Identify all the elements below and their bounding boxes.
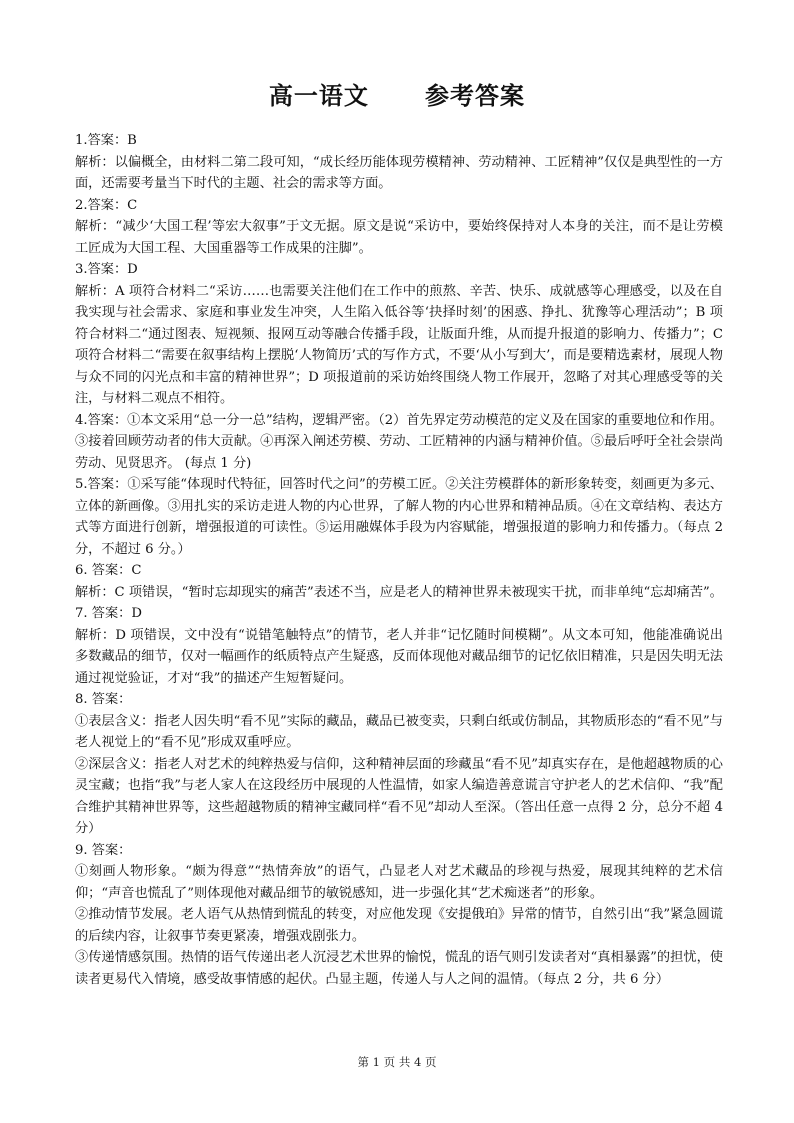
q2-answer: 2.答案：C: [75, 197, 138, 213]
q7-analysis: 解析：D 项错误，文中没有“说错笔触特点”的情节，老人并非“记忆随时间模糊”。从文本可知，他能准确说出多数藏品的细节，仅对一幅画作的纸质特点产生疑惑，反而体现他对藏品细节的记忆依旧精准，只是因失明无法通过视觉验证，才对“我”的描述产生短暂疑问。: [75, 627, 723, 686]
q1-analysis: 解析：以偏概全，由材料二第二段可知，“成长经历能体现劳模精神、劳动精神、工匠精神”仅仅是典型性的一方面，还需要考量当下时代的主题、社会的需求等方面。: [75, 154, 723, 191]
page-footer: 第 1 页 共 4 页: [357, 1055, 437, 1069]
q3-answer: 3.答案：D: [75, 262, 138, 277]
page-title: 高一语文 参考答案: [268, 82, 526, 110]
q2-analysis: 解析：“减少‘大国工程’等宏大叙事”于文无据。原文是说“采访中，要始终保持对人本身的关注，而不是让劳模工匠成为大国工程、大国重器等工作成果的注脚”。: [75, 219, 723, 256]
q6-answer: 6. 答案：C: [75, 563, 142, 578]
q8-point-2: ②深层含义：指老人对艺术的纯粹热爱与信仰，这种精神层面的珍藏虽“看不见”却真实存在，是他超越物质的心灵宝藏；也指“我”与老人家人在这段经历中展现的人性温情，如家人编造善意谎言守护老人的艺术信仰、“我”配合维护其精神世界等，这些超越物质的精神宝藏同样“看不见”却动人至深。（答出任意一点得 2 分，总分不超 4 分）: [75, 756, 723, 836]
answer-content: [75, 130, 723, 990]
q6-analysis: 解析：C 项错误，“暂时忘却现实的痛苦”表述不当，应是老人的精神世界未被现实干扰，而非单纯“忘却痛苦”。: [75, 584, 723, 600]
q9-point-2: ②推动情节发展。老人语气从热情到慌乱的转变，对应他发现《安提俄珀》异常的情节，自然引出“我”紧急圆谎的后续内容，让叙事节奏更紧凑，增强戏剧张力。: [75, 907, 723, 944]
q1-answer: 1.答案：B: [75, 133, 137, 148]
q4-answer: 4.答案：①本文采用“总一分一总”结构，逻辑严密。（2）首先界定劳动模范的定义及在国家的重要地位和作用。③接着回顾劳动者的伟大贡献。④再深入阐述劳模、劳动、工匠精神的内涵与精神价值。⑤最后呼吁全社会崇尚劳动、见贤思齐。 (每点 1 分): [75, 412, 723, 471]
q8-answer-heading: 8. 答案：: [75, 692, 132, 707]
q9-point-3: ③传递情感氛围。热情的语气传递出老人沉浸艺术世界的愉悦，慌乱的语气则引发读者对“真相暴露”的担忧，使读者更易代入情境，感受故事情感的起伏。凸显主题，传递人与人之间的温情。（每点 2 分，共 6 分）: [75, 950, 723, 987]
q5-answer: 5.答案：①采写能“体现时代特征，回答时代之问”的劳模工匠。②关注劳模群体的新形象转变，刻画更为多元、立体的新画像。③用扎实的采访走进人物的内心世界，了解人物的内心世界和精神品质。④在文章结构、表达方式等方面进行创新，增强报道的可读性。⑤运用融媒体手段为内容赋能，增强报道的影响力和传播力。（每点 2 分，不超过 6 分。）: [75, 477, 723, 557]
q3-analysis: 解析：A 项符合材料二“采访……也需要关注他们在工作中的煎熬、辛苦、快乐、成就感等心理感受，以及在自我实现与社会需求、家庭和事业发生冲突，人生陷入低谷等‘抉择时刻’的困惑、挣扎、犹豫等心理活动”；B 项符合材料二“通过图表、短视频、报网互动等融合传播手段，让版面升维，从而提升报道的影响力、传播力”；C 项符合材料二“需要在叙事结构上摆脱‘人物简历’式的写作方式，不要‘从小写到大’，而是要精选素材，展现人物与众不同的闪光点和丰富的精神世界”；D 项报道前的采访始终围绕人物工作展开，忽略了对其心理感受等的关注，与材料二观点不相符。: [75, 283, 723, 406]
q9-point-1: ①刻画人物形象。“颇为得意”“热情奔放”的语气，凸显老人对艺术藏品的珍视与热爱，展现其纯粹的艺术信仰；“声音也慌乱了”则体现他对藏品细节的敏锐感知，进一步强化其“艺术痴迷者”的形象。: [75, 864, 723, 901]
q7-answer: 7. 答案：D: [75, 606, 142, 621]
q8-point-1: ①表层含义：指老人因失明“看不见”实际的藏品，藏品已被变卖，只剩白纸或仿制品，其物质形态的“看不见”与老人视觉上的“看不见”形成双重呼应。: [75, 713, 723, 750]
q9-answer-heading: 9. 答案：: [75, 842, 132, 858]
